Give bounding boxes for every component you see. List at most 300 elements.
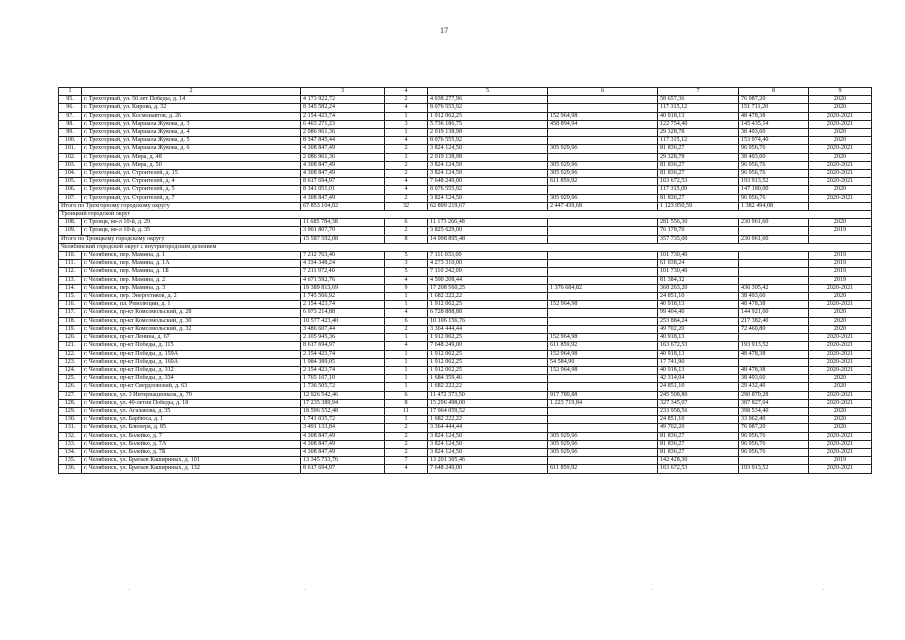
table-cell: 18 596 552,48	[301, 407, 385, 415]
table-cell: 144 921,60	[739, 309, 809, 317]
table-cell: 2020-2021	[809, 120, 872, 128]
table-cell: 96 956,76	[739, 161, 809, 169]
table-cell: 193 913,52	[739, 178, 809, 186]
table-row	[59, 416, 872, 424]
table-cell: 62 899 219,67	[428, 202, 548, 210]
table-cell: 4	[385, 342, 428, 350]
table-cell: 230 961,60	[739, 235, 809, 243]
table-cell: 4	[385, 276, 428, 284]
table-cell: г. Челябинск, ул. Барбюса, д. 1	[82, 416, 301, 424]
table-cell: 1 223 719,84	[548, 399, 658, 407]
table-cell: 4 308 847,49	[301, 145, 385, 153]
table-row	[59, 317, 872, 325]
table-cell: г. Трехгорный, ул. Кирова, д. 32	[82, 104, 301, 112]
table-cell	[548, 424, 658, 432]
table-cell: 4	[385, 137, 428, 145]
table-cell: 4 308 847,49	[301, 432, 385, 440]
table-cell: 1	[385, 366, 428, 374]
table-cell: 2020	[809, 153, 872, 161]
table-cell: 99 404,40	[658, 309, 739, 317]
table-cell: 1 745 566,92	[301, 293, 385, 301]
table-cell: 81 384,32	[658, 276, 739, 284]
table-cell: 38 493,60	[739, 153, 809, 161]
table-cell	[739, 268, 809, 276]
table-cell: 128.	[59, 399, 82, 407]
table-cell: 1	[385, 358, 428, 366]
table-cell: 17 964 059,52	[428, 407, 548, 415]
table-cell: г. Челябинск, пер. Мамина, д. 1Б	[82, 268, 301, 276]
table-cell: 1 912 062,25	[428, 366, 548, 374]
table-cell	[548, 317, 658, 325]
table-cell: г. Трехгорный, ул. Строителей, д. 7	[82, 194, 301, 202]
table-cell: 1 736 505,72	[301, 383, 385, 391]
table-cell: 3 824 124,50	[428, 161, 548, 169]
table-cell: 2019	[809, 227, 872, 235]
table-cell: г. Челябинск, ул. Болейко, д. 7	[82, 432, 301, 440]
table-cell: 6 728 888,88	[428, 309, 548, 317]
table-cell: 29 328,78	[658, 153, 739, 161]
table-cell	[548, 252, 658, 260]
table-cell: 2020-2021	[809, 358, 872, 366]
table-cell: 387 827,04	[739, 399, 809, 407]
table-cell: 2020	[809, 383, 872, 391]
table-cell: 4	[385, 104, 428, 112]
table-cell: 2020	[809, 407, 872, 415]
table-cell	[548, 153, 658, 161]
table-cell: 8	[385, 399, 428, 407]
table-row	[59, 129, 872, 137]
table-cell: 2020-2021	[809, 112, 872, 120]
table-cell: 2020	[809, 309, 872, 317]
table-cell: 2020-2021	[809, 440, 872, 448]
table-cell: 2020-2021	[809, 284, 872, 292]
table-cell: 8 076 555,92	[428, 137, 548, 145]
table-cell: 95.	[59, 96, 82, 104]
table-cell: 7 110 242,00	[428, 268, 548, 276]
table-row	[59, 407, 872, 415]
table-cell: 48 478,38	[739, 366, 809, 374]
table-cell: г. Троицк, кв-л 10-й, д. 29	[82, 219, 301, 227]
construction-cost-table	[58, 87, 872, 474]
table-cell	[548, 104, 658, 112]
table-cell: г. Трехгорный, ул. Мира, д. 48	[82, 153, 301, 161]
table-cell	[739, 260, 809, 268]
table-cell	[739, 276, 809, 284]
table-cell: 6	[385, 317, 428, 325]
table-cell: 110.	[59, 252, 82, 260]
table-cell: 112.	[59, 268, 82, 276]
table-row	[59, 309, 872, 317]
table-row	[59, 96, 872, 104]
table-cell: 38 493,60	[739, 129, 809, 137]
table-cell: 3 824 124,50	[428, 170, 548, 178]
table-cell: 2020	[809, 137, 872, 145]
table-cell: 245 508,80	[658, 391, 739, 399]
table-cell	[809, 202, 872, 210]
table-cell: 48 478,38	[739, 112, 809, 120]
table-cell: г. Челябинск, пр-кт Победы, д. 159А	[82, 350, 301, 358]
table-cell: 3 824 124,50	[428, 448, 548, 456]
table-cell: г. Троицк, кв-л 10-й, д. 35	[82, 227, 301, 235]
table-cell: 611 859,92	[548, 178, 658, 186]
table-cell: 15 296 498,00	[428, 399, 548, 407]
table-cell: 14 998 895,48	[428, 235, 548, 243]
table-cell: 3 901 807,70	[301, 227, 385, 235]
table-row	[59, 284, 872, 292]
table-cell: 2020-2021	[809, 170, 872, 178]
table-cell: 3 486 607,44	[301, 325, 385, 333]
table-cell: 153 974,40	[739, 137, 809, 145]
table-cell: г. Челябинск, пл. Революции, д. 1	[82, 301, 301, 309]
table-cell: г. Челябинск, пр-кт Победы, д. 334	[82, 375, 301, 383]
table-cell	[548, 268, 658, 276]
table-cell: 305 929,96	[548, 145, 658, 153]
table-row	[59, 170, 872, 178]
table-cell: г. Челябинск, ул. Болейко, д. 7Б	[82, 448, 301, 456]
table-cell	[548, 137, 658, 145]
table-cell: 151 711,20	[739, 104, 809, 112]
table-cell: 2020-2021	[809, 391, 872, 399]
table-cell: 11 173 266,48	[428, 219, 548, 227]
section-row	[59, 243, 872, 251]
table-cell: Итого по Троицкому городскому округу	[59, 235, 301, 243]
table-cell: 117 315,12	[658, 137, 739, 145]
table-row	[59, 227, 872, 235]
table-cell	[548, 129, 658, 137]
table-cell: г. Челябинск, ул. 40-летия Победы, д. 18	[82, 399, 301, 407]
table-cell: 917 789,88	[548, 391, 658, 399]
table-cell: 96 956,76	[739, 194, 809, 202]
table-cell: 116.	[59, 301, 82, 309]
scan-mark: ˙	[304, 588, 307, 596]
table-row	[59, 424, 872, 432]
table-cell	[548, 457, 658, 465]
table-cell: 8 347 845,44	[301, 137, 385, 145]
table-cell: 8	[385, 235, 428, 243]
table-cell: г. Челябинск, пер. Энергетиков, д. 2	[82, 293, 301, 301]
table-cell: 1 912 062,25	[428, 112, 548, 120]
table-cell: 15 587 592,08	[301, 235, 385, 243]
table-cell	[548, 309, 658, 317]
table-cell: 101 730,40	[658, 252, 739, 260]
table-cell: 17 208 560,25	[428, 284, 548, 292]
table-row	[59, 178, 872, 186]
table-cell: 2	[385, 145, 428, 153]
table-cell: 2020	[809, 129, 872, 137]
table-cell: г. Челябинск, пр-кт Комсомольский, д. 32	[82, 325, 301, 333]
table-cell: 11	[385, 407, 428, 415]
table-cell: 99.	[59, 129, 82, 137]
table-cell: 1	[385, 301, 428, 309]
table-cell: 2020-2021	[809, 448, 872, 456]
table-cell: 96 956,76	[739, 145, 809, 153]
table-cell: 1	[385, 112, 428, 120]
table-cell: 305 929,96	[548, 448, 658, 456]
table-cell: 129.	[59, 407, 82, 415]
table-cell: 2 447 439,68	[548, 202, 658, 210]
table-cell: 58 657,36	[658, 96, 739, 104]
table-cell: 2019	[809, 457, 872, 465]
table-cell: 40 918,13	[658, 301, 739, 309]
table-cell: 4 308 847,49	[301, 448, 385, 456]
table-cell: 49 702,20	[658, 424, 739, 432]
table-cell: 131.	[59, 424, 82, 432]
table-cell: 145 435,14	[739, 120, 809, 128]
table-cell: 1 912 062,25	[428, 358, 548, 366]
table-cell: 19 389 813,69	[301, 284, 385, 292]
table-cell: 4 308 847,49	[301, 161, 385, 169]
table-cell: г. Челябинск, пр-кт Свердловский, д. 63	[82, 383, 301, 391]
table-cell: 133.	[59, 440, 82, 448]
table-cell: 98.	[59, 120, 82, 128]
table-cell: 2020-2021	[809, 194, 872, 202]
table-cell: 40 918,13	[658, 366, 739, 374]
table-row	[59, 104, 872, 112]
table-row	[59, 457, 872, 465]
table-cell: 193 913,52	[739, 342, 809, 350]
table-cell: 253 884,24	[658, 317, 739, 325]
table-cell: 38 493,60	[739, 293, 809, 301]
table-cell: 81 836,27	[658, 194, 739, 202]
table-cell: 3 824 124,50	[428, 440, 548, 448]
table-cell: 2 154 423,74	[301, 350, 385, 358]
table-cell: 1	[385, 153, 428, 161]
table-cell: 8 617 694,97	[301, 178, 385, 186]
table-cell: г. Челябинск, пр-кт Победы, д. 312	[82, 366, 301, 374]
table-cell: г. Трехгорный, ул. Маршала Жукова, д. 4	[82, 129, 301, 137]
table-cell: 2020-2021	[809, 399, 872, 407]
table-cell: 49 702,20	[658, 325, 739, 333]
table-cell: 6	[548, 88, 658, 96]
table-cell: 230 961,60	[739, 219, 809, 227]
table-cell: 33 962,40	[739, 416, 809, 424]
table-cell	[548, 186, 658, 194]
table-cell: 29 432,40	[739, 383, 809, 391]
table-row	[59, 440, 872, 448]
table-cell: 4	[385, 309, 428, 317]
table-cell: Челябинский городской округ с внутригородским делением	[59, 243, 872, 251]
table-cell: г. Челябинск, ул. Братьев Кашириных, д. 101	[82, 457, 301, 465]
table-row	[59, 432, 872, 440]
table-cell: 38 493,60	[739, 375, 809, 383]
table-cell: 2 154 423,74	[301, 301, 385, 309]
table-cell: 2 154 423,74	[301, 112, 385, 120]
table-cell: 305 929,96	[548, 161, 658, 169]
table-cell: 6 973 214,88	[301, 309, 385, 317]
table-cell: 81 836,27	[658, 448, 739, 456]
table-cell: 2019	[809, 252, 872, 260]
table-row	[59, 342, 872, 350]
table-cell: 2020	[809, 293, 872, 301]
total-row	[59, 235, 872, 243]
table-row	[59, 325, 872, 333]
table-row	[59, 334, 872, 342]
table-cell: 3	[385, 260, 428, 268]
table-cell: 2020	[809, 416, 872, 424]
table-cell: 152 964,98	[548, 350, 658, 358]
table-cell: 81 836,27	[658, 170, 739, 178]
table-cell: 4 671 592,76	[301, 276, 385, 284]
table-cell: 4	[385, 186, 428, 194]
table-row	[59, 350, 872, 358]
table-cell	[548, 407, 658, 415]
table-cell: 107.	[59, 194, 82, 202]
table-cell: г. Трехгорный, ул. Строителей, д. 15	[82, 170, 301, 178]
table-cell: 233 958,56	[658, 407, 739, 415]
table-cell: 2020	[809, 186, 872, 194]
table-cell: 8 076 555,92	[428, 104, 548, 112]
table-cell: 122 754,40	[658, 120, 739, 128]
table-row	[59, 153, 872, 161]
table-cell	[809, 235, 872, 243]
table-cell: 96 956,76	[739, 440, 809, 448]
table-cell: 152 964,98	[548, 112, 658, 120]
table-row	[59, 448, 872, 456]
table-cell: 163 672,53	[658, 465, 739, 473]
table-cell: 2020	[809, 424, 872, 432]
table-row	[59, 112, 872, 120]
table-cell: 217 382,40	[739, 317, 809, 325]
table-cell: 130.	[59, 416, 82, 424]
table-cell: 4 308 847,49	[301, 170, 385, 178]
table-cell: 5	[385, 268, 428, 276]
table-cell: 100.	[59, 137, 82, 145]
table-cell: 1 382 494,08	[739, 202, 809, 210]
table-cell: 2 086 961,36	[301, 153, 385, 161]
table-cell: 2	[385, 432, 428, 440]
table-cell: 6	[385, 391, 428, 399]
table-cell: 2019	[809, 268, 872, 276]
table-row	[59, 293, 872, 301]
table-cell	[548, 227, 658, 235]
table-cell: 1 682 222,22	[428, 383, 548, 391]
table-cell: 8 617 694,97	[301, 342, 385, 350]
table-cell: 11 472 373,50	[428, 391, 548, 399]
table-row	[59, 276, 872, 284]
table-cell: 118.	[59, 317, 82, 325]
table-cell: 7 648 249,00	[428, 342, 548, 350]
table-cell: г. Челябинск, ул. Блюхера, д. 85	[82, 424, 301, 432]
table-cell: 103.	[59, 161, 82, 169]
table-cell: 398 534,40	[739, 407, 809, 415]
table-row	[59, 120, 872, 128]
table-cell: 4 173 922,72	[301, 96, 385, 104]
table-row	[59, 219, 872, 227]
table-cell: 114.	[59, 284, 82, 292]
table-cell: 2 019 138,98	[428, 129, 548, 137]
table-cell: Троицкий городской округ	[59, 211, 872, 219]
table-row	[59, 194, 872, 202]
table-cell: 2	[385, 448, 428, 456]
table-cell: 2	[385, 325, 428, 333]
table-cell: 29 328,78	[658, 129, 739, 137]
table-cell: 1 123 950,59	[658, 202, 739, 210]
table-cell: 134.	[59, 448, 82, 456]
table-cell	[548, 416, 658, 424]
table-cell: г. Трехгорный, ул. Маршала Жукова, д. 5	[82, 137, 301, 145]
table-cell: 5	[428, 88, 548, 96]
table-cell: 108.	[59, 219, 82, 227]
table-cell: 3	[301, 88, 385, 96]
table-cell: 163 672,53	[658, 178, 739, 186]
table-cell: г. Челябинск, ул. Агалакова, д. 35	[82, 407, 301, 415]
table-cell: г. Челябинск, пр-кт Ленина, д. 67	[82, 334, 301, 342]
table-cell: 135.	[59, 457, 82, 465]
table-cell: 4 590 208,44	[428, 276, 548, 284]
table-cell: 111.	[59, 260, 82, 268]
table-cell: 67 853 104,02	[301, 202, 385, 210]
table-cell: 3	[385, 120, 428, 128]
table-cell: 193 913,52	[739, 465, 809, 473]
table-row	[59, 161, 872, 169]
table-cell: г. Челябинск, ул. Братьев Кашириных, д. 132	[82, 465, 301, 473]
table-cell: г. Трехгорный, ул. Мира, д. 50	[82, 161, 301, 169]
table-cell: 7	[385, 457, 428, 465]
table-row	[59, 145, 872, 153]
table-cell: 24 851,10	[658, 383, 739, 391]
table-cell: 124.	[59, 366, 82, 374]
table-cell: 142 428,30	[658, 457, 739, 465]
scan-mark: ˙	[128, 588, 131, 596]
table-cell	[548, 260, 658, 268]
table-cell: 4 308 847,49	[301, 194, 385, 202]
table-row	[59, 358, 872, 366]
table-cell: 76 987,20	[739, 424, 809, 432]
table-cell: 3 824 124,50	[428, 145, 548, 153]
table-cell: 2	[385, 161, 428, 169]
table-cell: 32	[385, 202, 428, 210]
table-cell: 2020	[809, 325, 872, 333]
table-cell: 17 235 389,94	[301, 399, 385, 407]
table-cell: 1 912 062,25	[428, 334, 548, 342]
table-cell: 4 038 277,96	[428, 96, 548, 104]
table-row	[59, 383, 872, 391]
table-cell: 1	[385, 129, 428, 137]
table-cell: 305 929,96	[548, 170, 658, 178]
table-cell: 1 765 167,10	[301, 375, 385, 383]
table-cell: 104.	[59, 170, 82, 178]
table-cell: 12 926 542,46	[301, 391, 385, 399]
table-cell	[739, 358, 809, 366]
table-cell: 8 617 694,97	[301, 465, 385, 473]
table-cell: г. Челябинск, пр-кт Победы, д. 115	[82, 342, 301, 350]
scan-mark: ˙	[822, 588, 825, 596]
table-cell	[548, 219, 658, 227]
table-cell: 1 682 222,22	[428, 293, 548, 301]
table-cell: 125.	[59, 375, 82, 383]
table-cell: 305 929,96	[548, 440, 658, 448]
table-cell: 54 584,90	[548, 358, 658, 366]
table-cell	[548, 96, 658, 104]
table-cell: 119.	[59, 325, 82, 333]
table-cell: 2020-2021	[809, 161, 872, 169]
table-cell: 40 918,13	[658, 334, 739, 342]
page-number: 17	[440, 26, 448, 35]
table-cell: 8 345 582,24	[301, 104, 385, 112]
table-cell: 2 019 138,98	[428, 153, 548, 161]
table-cell: 4	[385, 88, 428, 96]
table-cell: 163 672,53	[658, 342, 739, 350]
table-cell: 8 341 051,01	[301, 186, 385, 194]
table-cell: 1 912 062,25	[428, 350, 548, 358]
table-cell: 2020-2021	[809, 334, 872, 342]
table-cell: 2020	[809, 375, 872, 383]
table-row	[59, 465, 872, 473]
total-row	[59, 202, 872, 210]
table-cell: 3 824 124,50	[428, 432, 548, 440]
table-cell: 81 836,27	[658, 432, 739, 440]
table-cell: 2019	[809, 276, 872, 284]
